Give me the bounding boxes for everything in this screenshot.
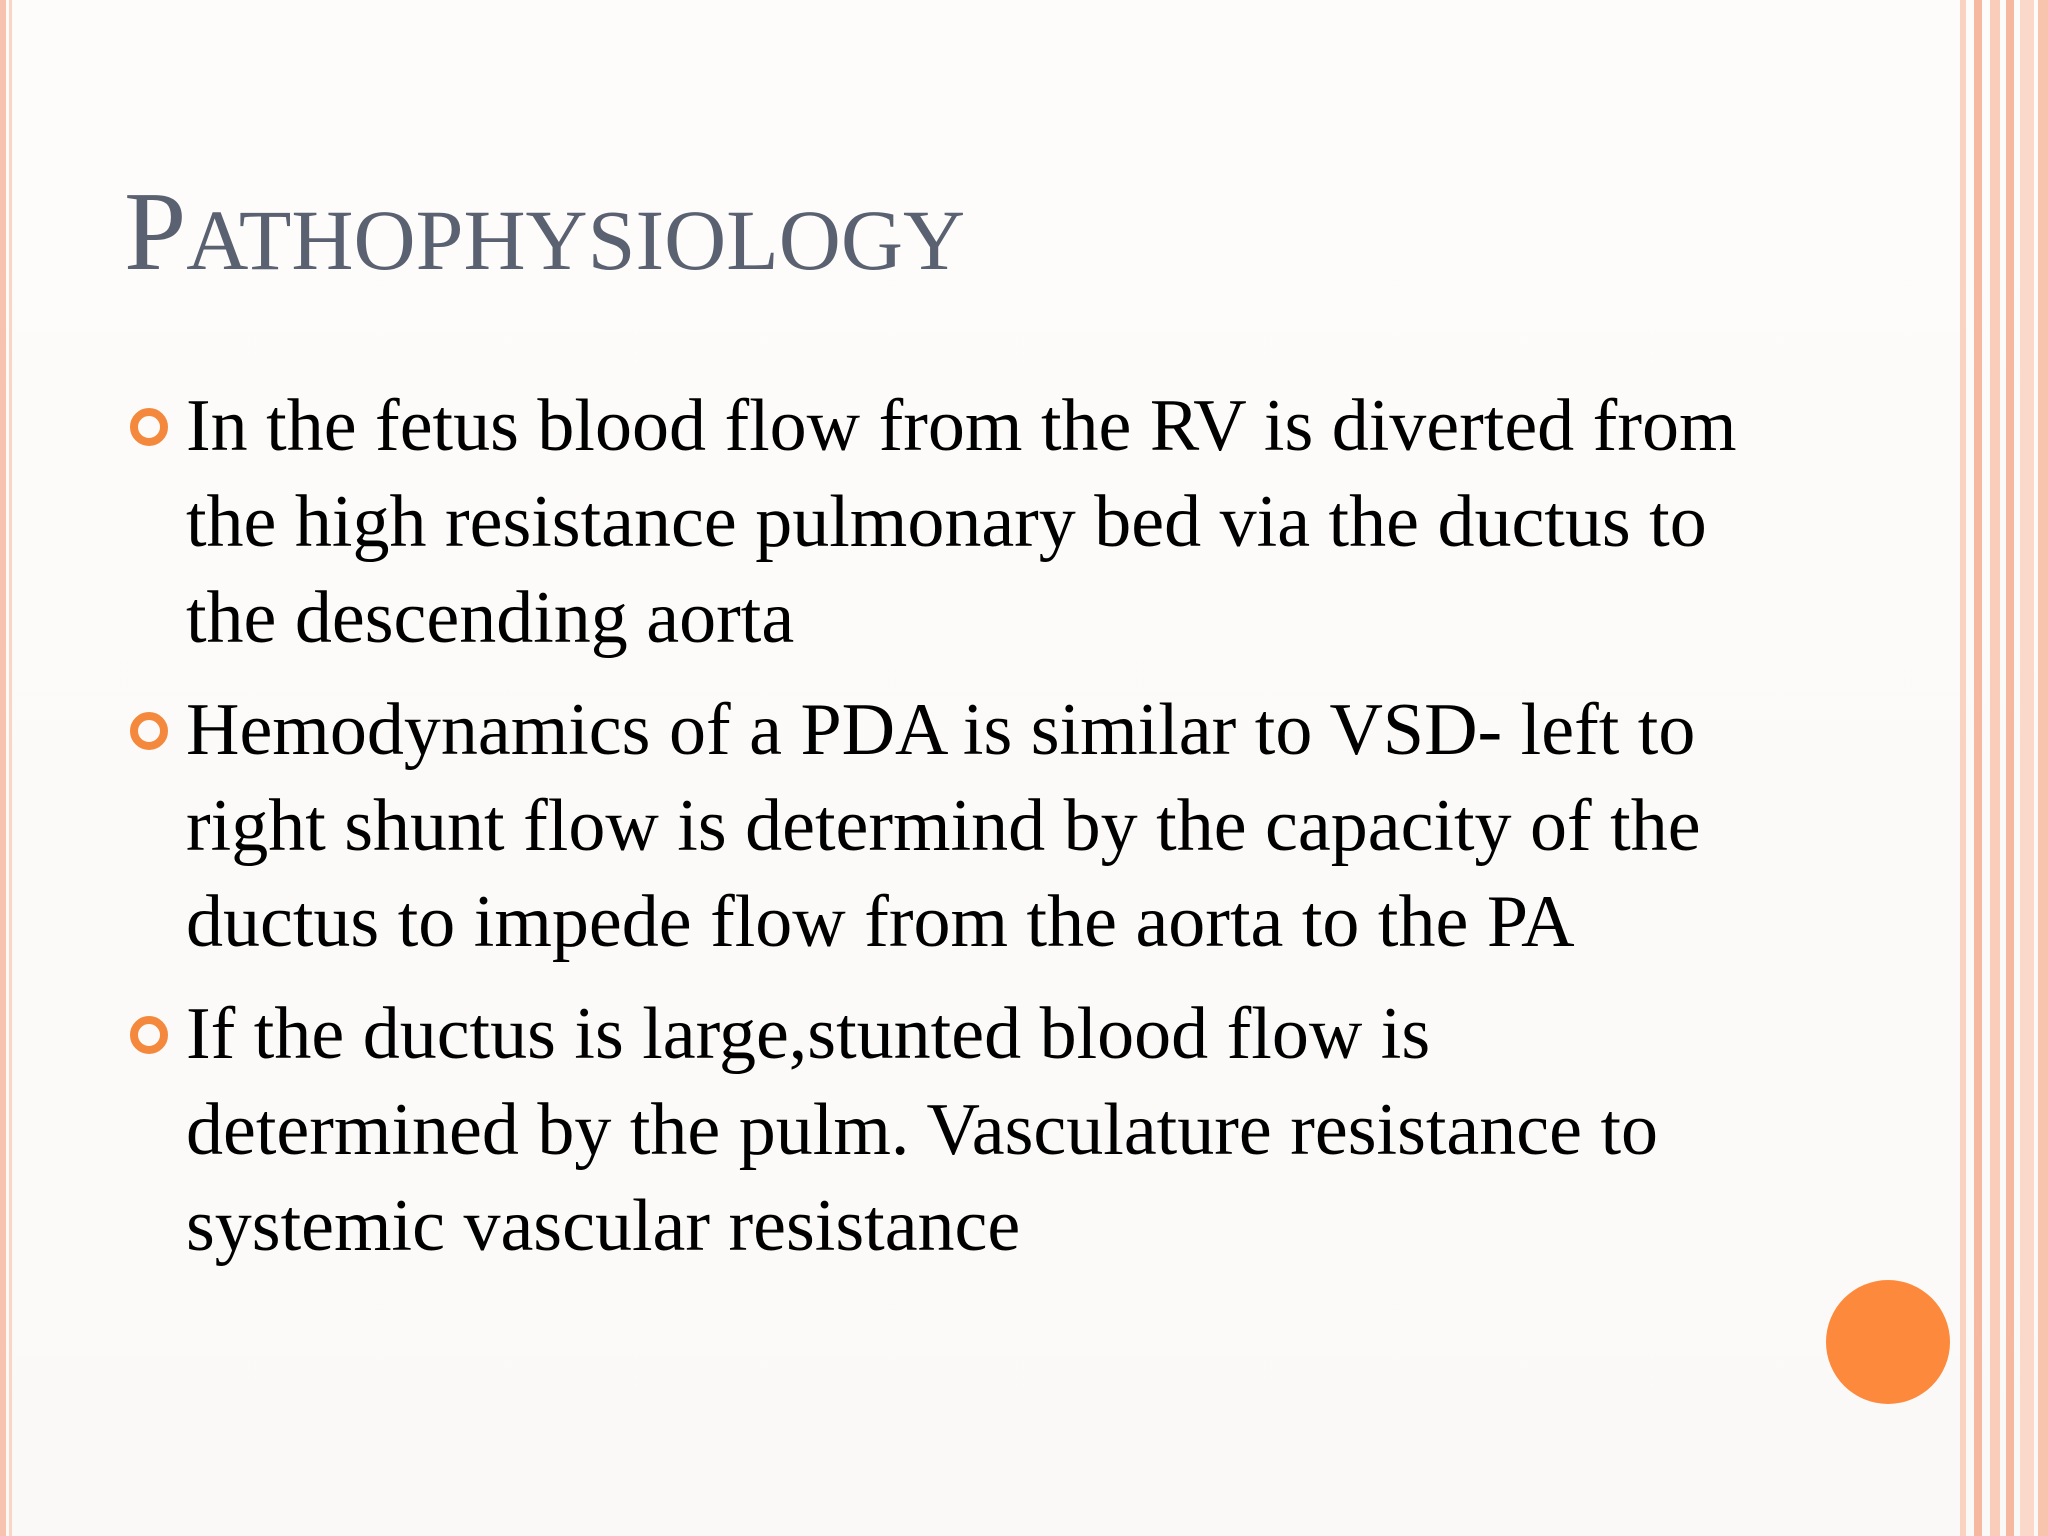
- right-stripe: [2038, 0, 2048, 1536]
- left-border-stripe: [0, 0, 6, 1536]
- bullet-item: [130, 986, 1780, 1274]
- slide-title-rest: ATHOPHYSIOLOGY: [186, 192, 966, 288]
- bullet-circle-icon: [130, 1016, 168, 1054]
- right-stripe: [1974, 0, 1982, 1536]
- slide-title: [124, 170, 966, 294]
- decorative-orange-circle: [1826, 1280, 1950, 1404]
- right-stripe: [1990, 0, 2000, 1536]
- bullet-item: [130, 682, 1780, 970]
- bullet-circle-icon: [130, 712, 168, 750]
- left-border-stripe-inner: [9, 0, 12, 1536]
- bullet-text: If the ductus is large,stunted blood flow is determined by the pulm. Vasculature resistance to systemic vascular resistance: [186, 993, 1659, 1267]
- bullet-item: [130, 378, 1780, 666]
- right-stripe: [2006, 0, 2014, 1536]
- right-decorative-stripes: [1960, 0, 2048, 1536]
- bullet-circle-icon: [130, 408, 168, 446]
- right-stripe: [2020, 0, 2034, 1536]
- slide-title-initial: P: [124, 170, 187, 294]
- bullet-text: In the fetus blood flow from the RV is diverted from the high resistance pulmonary bed via the ductus to the descending aorta: [186, 385, 1737, 659]
- bullet-list: [130, 378, 1780, 1290]
- bullet-text: Hemodynamics of a PDA is similar to VSD- left to right shunt flow is determind by the capacity of the ductus to impede flow from the aorta to the PA: [186, 689, 1701, 963]
- right-stripe: [1960, 0, 1966, 1536]
